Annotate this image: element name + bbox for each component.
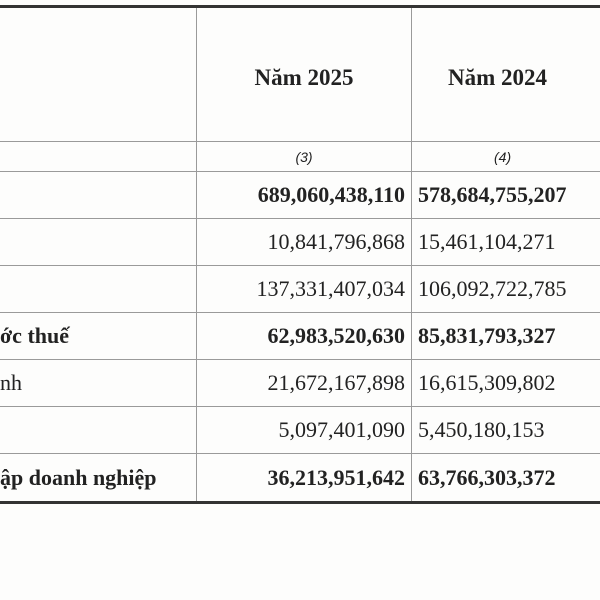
row-label	[0, 266, 197, 312]
column-number-row	[0, 142, 600, 172]
table-row	[0, 219, 600, 266]
header-2024: Năm 2024	[448, 64, 548, 90]
value-2024: 85,831,793,327	[418, 323, 556, 348]
table-row	[0, 313, 600, 360]
table-row	[0, 266, 600, 313]
value-2025: 689,060,438,110	[197, 172, 412, 218]
header-row	[0, 8, 600, 142]
value-2024: 63,766,303,372	[418, 464, 556, 490]
row-label: ập doanh nghiệp	[0, 454, 197, 501]
table-row	[0, 407, 600, 454]
financial-table	[0, 5, 600, 504]
row-label: nh	[0, 360, 197, 406]
value-2024: 15,461,104,271	[418, 229, 556, 254]
row-label	[0, 219, 197, 265]
value-2025: 21,672,167,898	[197, 360, 412, 406]
subheader-2024: (4)	[494, 148, 512, 165]
value-2025: 62,983,520,630	[197, 313, 412, 359]
row-label	[0, 172, 197, 218]
value-2025: 10,841,796,868	[197, 219, 412, 265]
row-label: ớc thuế	[0, 313, 197, 359]
value-2024: 5,450,180,153	[418, 417, 545, 442]
table-body	[0, 172, 600, 501]
header-2025: Năm 2025	[197, 8, 412, 141]
row-label	[0, 407, 197, 453]
table-row	[0, 172, 600, 219]
table-row	[0, 360, 600, 407]
value-2025: 137,331,407,034	[197, 266, 412, 312]
value-2024: 16,615,309,802	[418, 370, 556, 395]
subheader-label	[0, 142, 197, 171]
value-2025: 36,213,951,642	[197, 454, 412, 501]
table-row	[0, 454, 600, 501]
value-2025: 5,097,401,090	[197, 407, 412, 453]
header-label	[0, 8, 197, 141]
value-2024: 578,684,755,207	[418, 182, 567, 207]
value-2024: 106,092,722,785	[418, 276, 567, 301]
subheader-2025: (3)	[197, 142, 412, 171]
